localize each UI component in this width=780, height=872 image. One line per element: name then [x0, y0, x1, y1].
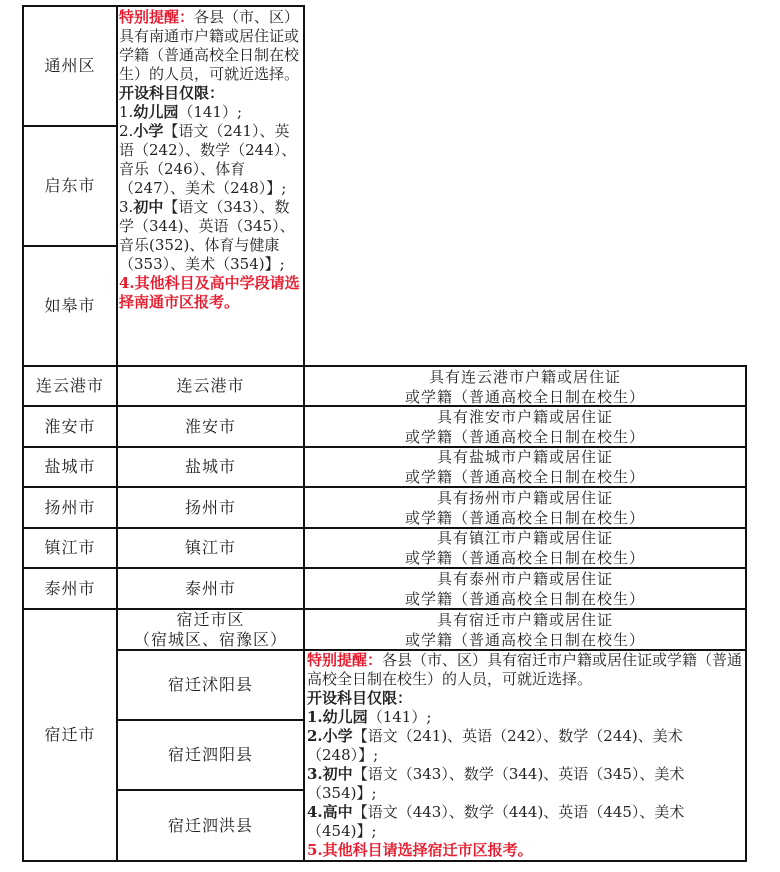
district-cell [118, 407, 303, 446]
requirement-cell [305, 367, 745, 407]
district-cell [118, 448, 303, 486]
item-other: 4.其他科目及高中学段请选择南通市区报考。 [119, 274, 300, 311]
item-title: 初中 [322, 765, 353, 783]
requirement-cell [305, 528, 745, 568]
item-title: 幼儿园 [322, 708, 368, 726]
requirement-line: 具有宿迁市户籍或居住证 [436, 611, 613, 629]
grid-line [745, 365, 747, 862]
city-name: 泰州市 [44, 578, 96, 598]
item-title: 初中 [133, 198, 164, 216]
city-cell [24, 247, 116, 365]
district-name: 盐城市 [184, 457, 236, 476]
reminder-text: 各县（市、区）具有宿迁市户籍或居住证或学籍（普通高校全日制在校生）的人员，可就近选择。 [307, 651, 743, 688]
district-cell [118, 529, 303, 567]
county-cell [118, 721, 303, 789]
district-name: 连云港市 [176, 376, 245, 395]
district-name: 扬州市 [184, 497, 236, 517]
district-name: （宿城区、宿豫区） [133, 630, 287, 649]
city-cell [24, 127, 116, 245]
city-name: 宿迁市 [44, 725, 96, 744]
county-name: 宿迁沭阳县 [167, 675, 253, 694]
reminder-label: 特别提醒： [119, 8, 195, 26]
city-name: 通州区 [44, 56, 96, 75]
city-cell [24, 407, 116, 446]
district-name: 镇江市 [184, 538, 236, 557]
district-name: 泰州市 [184, 578, 236, 598]
district-cell [118, 367, 303, 405]
requirement-line: 或学籍（普通高校全日制在校生） [404, 428, 645, 446]
item-number: 1. [307, 708, 323, 726]
requirement-line: 或学籍（普通高校全日制在校生） [404, 509, 645, 527]
nantong-note [119, 8, 302, 312]
item-number: 2. [307, 727, 323, 745]
city-cell [24, 610, 116, 860]
requirement-line: 或学籍（普通高校全日制在校生） [404, 631, 645, 649]
city-cell [24, 488, 116, 527]
requirement-cell [305, 569, 745, 609]
item-text: 【语文（343）、数学（344)、英语（345）、美术（354)】; [307, 765, 685, 802]
grid-line [22, 860, 747, 862]
item-other: 5.其他科目请选择宿迁市区报考。 [307, 841, 533, 859]
district-cell [118, 569, 303, 608]
item-number: 4. [307, 803, 323, 821]
city-cell [24, 7, 116, 125]
item-number: 3. [307, 765, 323, 783]
requirement-line: 具有泰州市户籍或居住证 [436, 570, 613, 588]
item-text: （141）; [367, 708, 432, 726]
requirement-line: 具有镇江市户籍或居住证 [436, 529, 613, 547]
city-name: 淮安市 [44, 416, 96, 436]
requirement-line: 或学籍（普通高校全日制在校生） [404, 549, 645, 567]
requirement-line: 具有扬州市户籍或居住证 [436, 489, 613, 507]
city-name: 如皋市 [44, 296, 96, 315]
item-text: 【语文（343）、数学（344)、英语（345）、音乐(352)、体育与健康（353）、美术（354)】; [119, 198, 295, 273]
requirement-line: 或学籍（普通高校全日制在校生） [404, 388, 645, 406]
reminder-text: 各县（市、区）具有南通市户籍或居住证或学籍（普通高校全日制在校生）的人员，可就近选择。 [119, 8, 300, 83]
city-name: 盐城市 [44, 457, 96, 476]
item-text: （141）; [178, 103, 243, 121]
city-name: 镇江市 [44, 538, 96, 557]
city-cell [24, 367, 116, 405]
requirement-cell [305, 407, 745, 447]
county-name: 宿迁泗洪县 [167, 815, 253, 835]
grid-line [116, 5, 305, 7]
city-cell [24, 529, 116, 567]
requirement-line: 具有盐城市户籍或居住证 [436, 448, 613, 466]
subjects-label: 开设科目仅限： [307, 689, 413, 707]
item-title: 小学 [322, 727, 353, 745]
requirement-cell [305, 488, 745, 528]
reminder-label: 特别提醒： [307, 651, 383, 669]
item-title: 幼儿园 [133, 103, 179, 121]
item-text: 【语文（241)、英语（242）、数学（244)、美术（248）】; [307, 727, 683, 764]
item-number: 2. [119, 122, 134, 140]
city-name: 连云港市 [35, 376, 104, 395]
district-name: 淮安市 [184, 416, 236, 436]
city-name: 扬州市 [44, 497, 96, 517]
item-title: 高中 [322, 803, 353, 821]
district-cell [118, 488, 303, 527]
requirement-line: 具有淮安市户籍或居住证 [436, 408, 613, 426]
requirement-line: 或学籍（普通高校全日制在校生） [404, 590, 645, 608]
district-cell [118, 610, 303, 650]
district-name: 宿迁市区 [176, 610, 245, 629]
requirement-cell [305, 610, 745, 650]
item-text: 【语文（443）、数学（444)、英语（445）、美术（454)】; [307, 803, 685, 840]
suqian-note [307, 651, 743, 860]
item-text: 【语文（241）、英语（242）、数学（244）、音乐（246）、体育（247）、美术（248）】; [119, 122, 297, 197]
requirement-line: 具有连云港市户籍或居住证 [428, 368, 621, 386]
county-cell [118, 791, 303, 860]
county-cell [118, 651, 303, 719]
requirement-cell [305, 447, 745, 487]
county-name: 宿迁泗阳县 [167, 745, 253, 764]
city-cell [24, 448, 116, 486]
subjects-label: 开设科目仅限： [119, 84, 225, 102]
requirement-line: 或学籍（普通高校全日制在校生） [404, 468, 645, 486]
item-title: 小学 [133, 122, 164, 140]
city-cell [24, 569, 116, 608]
city-name: 启东市 [44, 176, 96, 195]
item-number: 3. [119, 198, 134, 216]
item-number: 1. [119, 103, 134, 121]
